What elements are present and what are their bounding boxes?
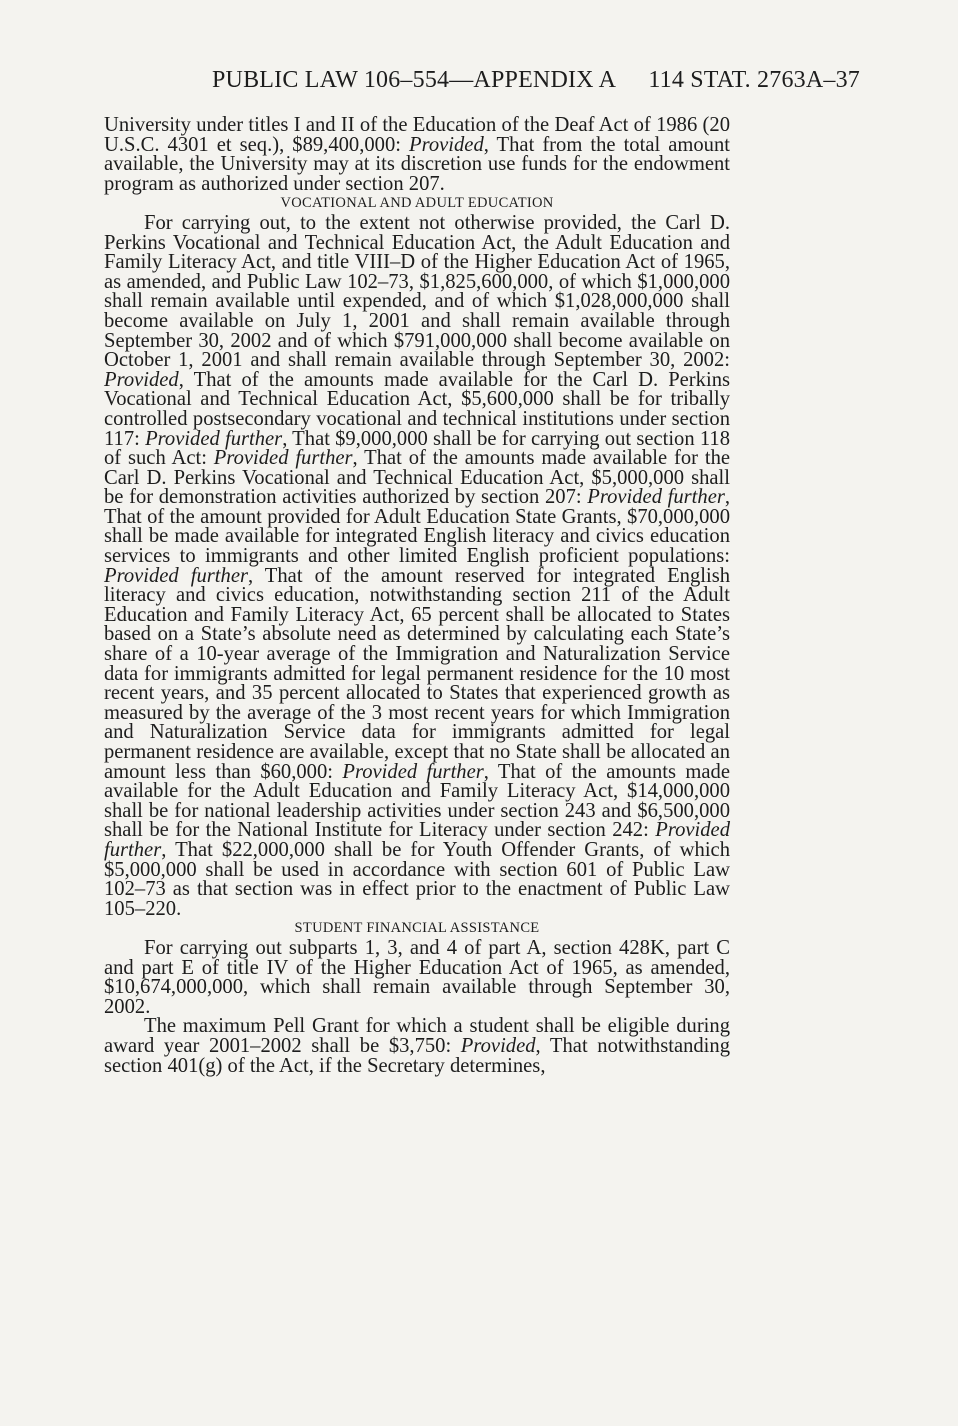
section-heading-student-aid: STUDENT FINANCIAL ASSISTANCE (294, 920, 540, 937)
paragraph-vocational: For carrying out, to the extent not otherwise provided, the Carl D. Perkins Vocational and Technical Education Act, the Adult Education and Family Literacy Act, and title VIII–D of the Higher Education Act of 1965, as amended, and Public Law 102–73, $1,825,600,000, of which $1,000,000 shall remain available until expended, and of which $1,028,000,000 shall become available on July 1, 2001 and shall remain available through September 30, 2002 and of which $791,000,000 shall become available on October 1, 2001 and shall remain available through September 30, 2002: Provided, That of the amounts made available for the Carl D. Perkins Vocational and Technical Education Act, $5,600,000 shall be for tribally controlled postsecondary vocational and technical institutions under section 117: Provided further, That $9,000,000 shall be for carrying out section 118 of such Act: Provided further, That of the amounts made available for the Carl D. Perkins Vocational and Technical Education Act, $5,000,000 shall be for demonstration activities authorized by section 207: Provided further, That of the amount provided for Adult Education State Grants, $70,000,000 shall be made available for integrated English literacy and civics education services to immigrants and other limited English proficient populations: Provided further, That of the amount reserved for integrated English literacy and civics education, notwithstanding section 211 of the Adult Education and Family Literacy Act, 65 percent shall be allocated to States based on a State’s absolute need as determined by calculating each State’s share of a 10-year average of the Immigration and Naturalization Service data for immigrants admitted for legal permanent residence for the 10 most recent years, and 35 percent allocated to States that experienced growth as measured by the average of the 3 most recent years for which Immigration and Naturalization Service data for immigrants admitted for legal permanent residence are available, except that no State shall be allocated an amount less than $60,000: Provided further, That of the amounts made available for the Adult Education and Family Literacy Act, $14,000,000 shall be for national leadership activities under section 243 and $6,500,000 shall be for the National Institute for Literacy under section 242: Provided further, That $22,000,000 shall be for Youth Offender Grants, of which $5,000,000 shall be used in accordance with section 601 of Public Law 102–73 as that section was in effect prior to the enactment of Public Law 105–220. (104, 211, 731, 920)
stat-reference: 114 STAT. 2763A–37 (648, 67, 860, 93)
paragraph-student-aid: For carrying out subparts 1, 3, and 4 of part A, section 428K, part C and part E of title IV of the Higher Education Act of 1965, as amended, $10,674,000,000, which shall remain available through September 30, 2002. (104, 936, 730, 1018)
law-title: PUBLIC LAW 106–554—APPENDIX A (212, 67, 617, 93)
document-body (104, 116, 730, 1076)
paragraph-pell-grant: The maximum Pell Grant for which a student shall be eligible during award year 2001–2002 shall be $3,750: Provided, That notwithstanding section 401(g) of the Act, if the Secretary determines, (104, 1015, 730, 1077)
section-heading-vocational: VOCATIONAL AND ADULT EDUCATION (280, 195, 554, 212)
paragraph-gallaudet: University under titles I and II of the Education of the Deaf Act of 1986 (20 U.S.C. 4301 et seq.), $89,400,000: Provided, That from the total amount available, the University may at its discretion use funds for the endowment program as authorized under section 207. (104, 114, 730, 195)
